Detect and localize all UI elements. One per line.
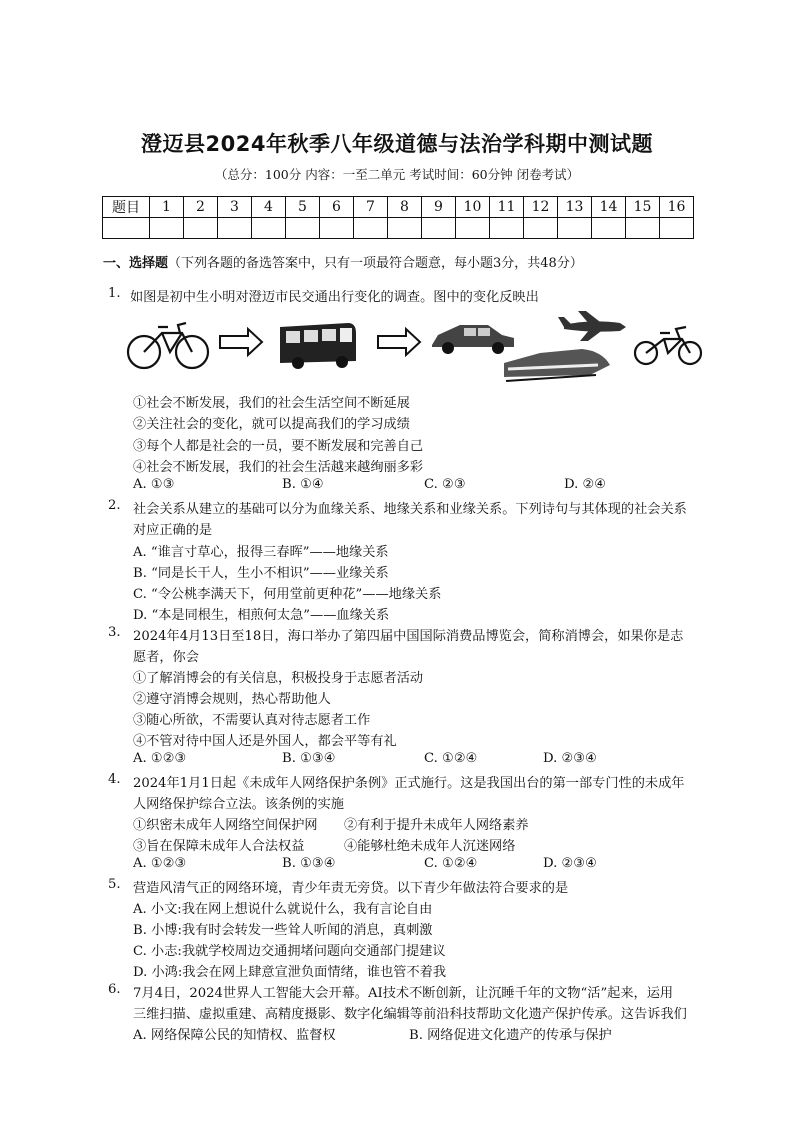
car-icon: [432, 325, 514, 354]
q3-item: ②遵守消博会规则，热心帮助他人: [133, 692, 331, 707]
score-col: 3: [218, 197, 252, 218]
arrow-right-icon: [220, 329, 262, 355]
score-col: 12: [524, 197, 558, 218]
answer-cell[interactable]: [354, 218, 388, 239]
q2-option-d[interactable]: D. “本是同根生，相煎何太急”——血缘关系: [133, 608, 390, 623]
answer-cell[interactable]: [218, 218, 252, 239]
q3-item: ③随心所欲，不需要认真对待志愿者工作: [133, 713, 371, 728]
q6-number: 6.: [108, 982, 121, 997]
q3-option-d[interactable]: D. ②③④: [543, 751, 597, 766]
exam-subtitle: （总分：100分 内容：一至二单元 考试时间：60分钟 闭卷考试）: [214, 167, 580, 182]
q2-stem: 社会关系从建立的基础可以分为血缘关系、地缘关系和业缘关系。下列诗句与其体现的社会关系: [133, 502, 687, 517]
q3-stem-cont: 愿者，你会: [133, 650, 199, 665]
score-col: 6: [320, 197, 354, 218]
score-col: 15: [626, 197, 660, 218]
q1-item: ③每个人都是社会的一员，要不断发展和完善自己: [133, 439, 424, 454]
score-col: 4: [252, 197, 286, 218]
q5-number: 5.: [108, 877, 121, 892]
q3-option-c[interactable]: C. ①②④: [424, 751, 478, 766]
q1-number: 1.: [108, 286, 121, 301]
answer-cell[interactable]: [150, 218, 184, 239]
q2-option-b[interactable]: B. “同是长干人，生小不相识”——业缘关系: [133, 566, 389, 581]
q6-stem-cont: 三维扫描、虚拟重建、高精度摄影、数字化编辑等前沿科技帮助文化遗产保护传承。这告诉我们: [133, 1007, 687, 1022]
q3-option-a[interactable]: A. ①②③: [133, 751, 187, 766]
q3-number: 3.: [108, 625, 121, 640]
q6-stem: 7月4日，2024世界人工智能大会开幕。AI技术不断创新，让沉睡千年的文物“活”起来，运用: [133, 986, 674, 1001]
q6-option-b[interactable]: B. 网络促进文化遗产的传承与保护: [409, 1028, 612, 1043]
q5-option-d[interactable]: D. 小鸿:我会在网上肆意宣泄负面情绪，谁也管不着我: [133, 965, 447, 980]
score-col: 10: [456, 197, 490, 218]
q4-option-d[interactable]: D. ②③④: [543, 856, 597, 871]
answer-cell[interactable]: [524, 218, 558, 239]
score-col: 2: [184, 197, 218, 218]
q1-option-c[interactable]: C. ②③: [424, 477, 466, 492]
score-col: 13: [558, 197, 592, 218]
answer-cell[interactable]: [103, 218, 150, 239]
answer-cell[interactable]: [558, 218, 592, 239]
answer-cell[interactable]: [252, 218, 286, 239]
q4-item: ④能够杜绝未成年人沉迷网络: [344, 839, 516, 854]
score-col: 5: [286, 197, 320, 218]
q1-stem: 如图是初中生小明对澄迈市民交通出行变化的调查。图中的变化反映出: [130, 290, 539, 305]
q2-option-c[interactable]: C. “令公桃李满天下，何用堂前更种花”——地缘关系: [133, 587, 442, 602]
q5-option-a[interactable]: A. 小文:我在网上想说什么就说什么，我有言论自由: [133, 902, 433, 917]
q1-item: ④社会不断发展，我们的社会生活越来越绚丽多彩: [133, 460, 424, 475]
q2-stem-cont: 对应正确的是: [133, 523, 213, 538]
q6-option-a[interactable]: A. 网络保障公民的知情权、监督权: [133, 1028, 336, 1043]
answer-cell[interactable]: [456, 218, 490, 239]
q1-option-a[interactable]: A. ①③: [133, 477, 175, 492]
score-col: 1: [150, 197, 184, 218]
airplane-icon: [558, 311, 626, 341]
shared-bike-icon: [635, 327, 701, 364]
q4-item: ①织密未成年人网络空间保护网: [133, 818, 318, 833]
answer-cell[interactable]: [660, 218, 694, 239]
q4-stem-cont: 人网络保护综合立法。该条例的实施: [133, 797, 344, 812]
q5-option-b[interactable]: B. 小博:我有时会转发一些耸人听闻的消息，真刺激: [133, 923, 433, 938]
q4-number: 4.: [108, 772, 121, 787]
answer-cell[interactable]: [422, 218, 456, 239]
q1-item: ②关注社会的变化，就可以提高我们的学习成绩: [133, 417, 410, 432]
section-label: 一、选择题: [103, 256, 169, 271]
q3-item: ④不管对待中国人还是外国人，都会平等有礼: [133, 734, 397, 749]
score-col: 14: [592, 197, 626, 218]
score-table: [102, 196, 694, 239]
q5-option-c[interactable]: C. 小志:我就学校周边交通拥堵问题向交通部门提建议: [133, 944, 446, 959]
transport-illustration: [120, 305, 720, 385]
score-col: 8: [388, 197, 422, 218]
arrow-right-icon: [378, 329, 420, 355]
section-heading: [103, 252, 583, 271]
q1-option-d[interactable]: D. ②④: [564, 477, 607, 492]
q4-option-b[interactable]: B. ①③④: [282, 856, 336, 871]
q5-stem: 营造风清气正的网络环境，青少年责无旁贷。以下青少年做法符合要求的是: [133, 881, 569, 896]
score-table-head: 题目: [103, 197, 150, 218]
q4-stem: 2024年1月1日起《未成年人网络保护条例》正式施行。这是我国出台的第一部专门性的未成年: [133, 776, 685, 791]
answer-cell[interactable]: [592, 218, 626, 239]
q4-option-a[interactable]: A. ①②③: [133, 856, 187, 871]
q3-stem: 2024年4月13日至18日，海口举办了第四届中国国际消费品博览会，简称消博会，如果你是志: [133, 629, 684, 644]
q1-item: ①社会不断发展，我们的社会生活空间不断延展: [133, 396, 410, 411]
q3-item: ①了解消博会的有关信息，积极投身于志愿者活动: [133, 671, 424, 686]
q4-item: ②有利于提升未成年人网络素养: [344, 818, 529, 833]
answer-cell[interactable]: [286, 218, 320, 239]
answer-cell[interactable]: [490, 218, 524, 239]
exam-title: 澄迈县2024年秋季八年级道德与法治学科期中测试题: [141, 132, 653, 156]
bicycle-icon: [128, 323, 208, 368]
q4-option-c[interactable]: C. ①②④: [424, 856, 478, 871]
q2-number: 2.: [108, 498, 121, 513]
q3-option-b[interactable]: B. ①③④: [282, 751, 336, 766]
q4-item: ③旨在保障未成年人合法权益: [133, 839, 305, 854]
score-col: 16: [660, 197, 694, 218]
section-note: （下列各题的备选答案中，只有一项最符合题意，每小题3分，共48分）: [168, 256, 583, 271]
score-col: 9: [422, 197, 456, 218]
q1-option-b[interactable]: B. ①④: [282, 477, 324, 492]
high-speed-train-icon: [504, 349, 610, 381]
q2-option-a[interactable]: A. “谁言寸草心，报得三春晖”——地缘关系: [133, 545, 389, 560]
answer-cell[interactable]: [388, 218, 422, 239]
answer-cell[interactable]: [184, 218, 218, 239]
score-table-header-row: [103, 197, 694, 218]
bus-icon: [280, 323, 356, 369]
score-table-answer-row: [103, 218, 694, 239]
score-col: 11: [490, 197, 524, 218]
answer-cell[interactable]: [626, 218, 660, 239]
score-col: 7: [354, 197, 388, 218]
answer-cell[interactable]: [320, 218, 354, 239]
